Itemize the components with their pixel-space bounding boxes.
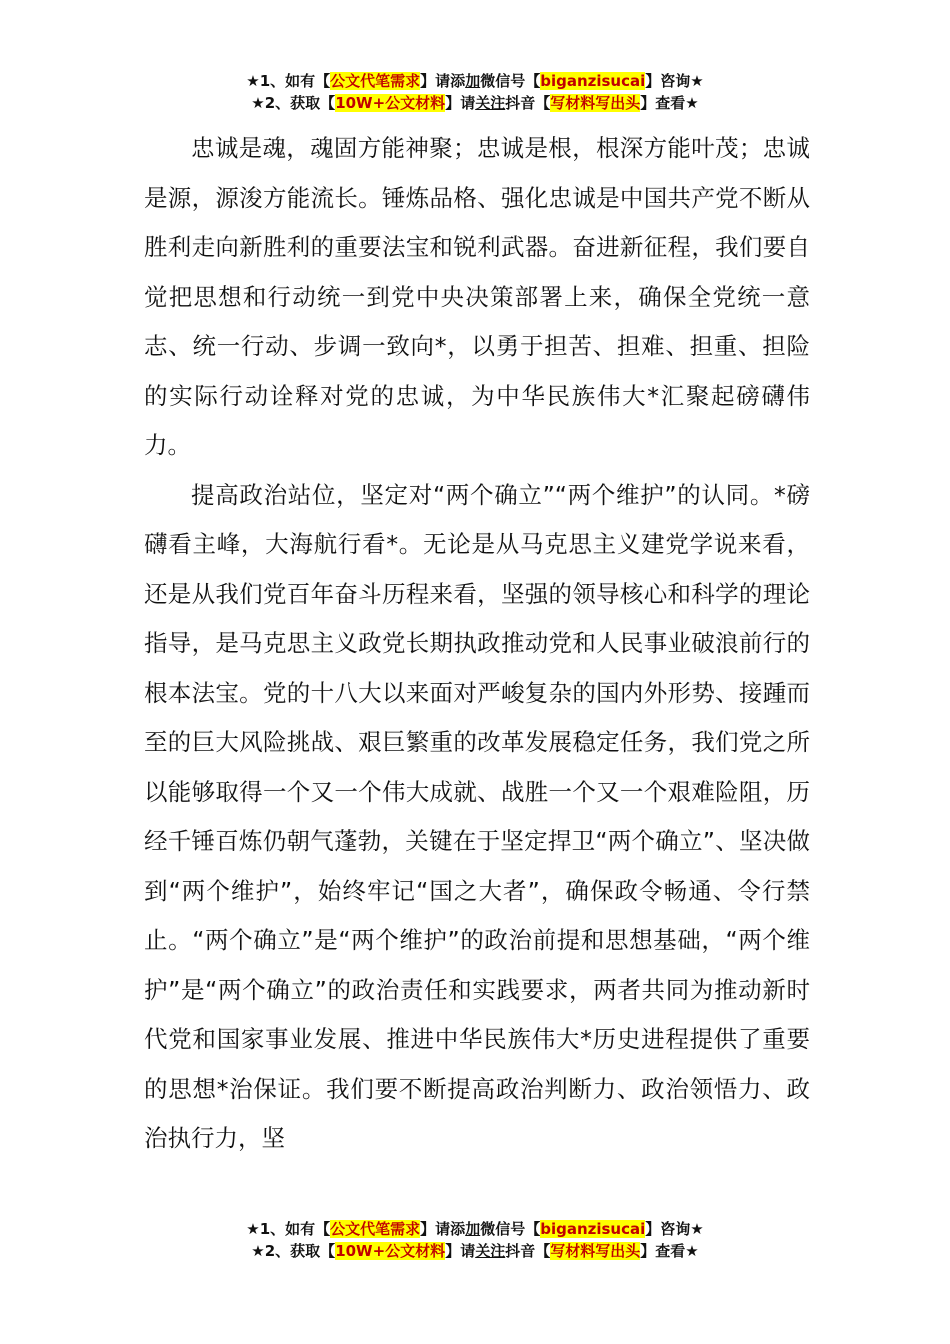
banner-text: 抖音【 [505, 1242, 551, 1260]
paragraph: 忠诚是魂，魂固方能神聚；忠诚是根，根深方能叶茂；忠诚是源，源浚方能流长。锤炼品格、强化忠诚是中国共产党不断从胜利走向新胜利的重要法宝和锐利武器。奋进新征程，我们要自觉把思想和行动统一到党中央决策部署上来，确保全党统一意志、统一行动、步调一致向*，以勇于担苦、担难、担重、担险的实际行动诠释对党的忠诚，为中华民族伟大*汇聚起磅礴伟力。 [144, 134, 810, 459]
banner-text: ★1、如有【 [246, 1220, 331, 1238]
footer-banner [0, 1218, 950, 1262]
banner-text: ★1、如有【 [246, 72, 331, 90]
banner-highlight-wechat-id: biganzisucai [540, 1220, 646, 1238]
banner-text: 】咨询★ [645, 72, 704, 90]
document-body [144, 124, 810, 1164]
banner-highlight-douyin: 写材料写出头 [550, 1242, 641, 1260]
banner-text: 微信号【 [480, 72, 541, 90]
banner-line-2 [0, 92, 950, 114]
banner-highlight-wechat-id: biganzisucai [540, 72, 646, 90]
banner-text: 】请添 [420, 1220, 466, 1238]
banner-text: 抖音【 [505, 94, 551, 112]
banner-text: 】查看★ [640, 94, 699, 112]
banner-underline: 加 [465, 72, 481, 90]
banner-text: 】咨询★ [645, 1220, 704, 1238]
banner-text: 】请 [445, 1242, 476, 1260]
banner-highlight: 公文代笔需求 [330, 72, 421, 90]
banner-line-1 [0, 1218, 950, 1240]
banner-text: 】请 [445, 94, 476, 112]
banner-text: ★2、获取【 [251, 94, 336, 112]
banner-text: 】查看★ [640, 1242, 699, 1260]
banner-highlight: 公文代笔需求 [330, 1220, 421, 1238]
header-banner [0, 70, 950, 114]
banner-text: 】请添 [420, 72, 466, 90]
banner-highlight-douyin: 写材料写出头 [550, 94, 641, 112]
banner-underline: 关注 [475, 1242, 506, 1260]
banner-highlight: 10W+公文材料 [335, 94, 446, 112]
banner-text: ★2、获取【 [251, 1242, 336, 1260]
banner-line-2 [0, 1240, 950, 1262]
banner-underline: 关注 [475, 94, 506, 112]
banner-line-1 [0, 70, 950, 92]
banner-highlight: 10W+公文材料 [335, 1242, 446, 1260]
paragraph: 提高政治站位，坚定对“两个确立”“两个维护”的认同。*磅礴看主峰，大海航行看*。无论是从马克思主义建党学说来看，还是从我们党百年奋斗历程来看，坚强的领导核心和科学的理论指导，是马克思主义政党长期执政推动党和人民事业破浪前行的根本法宝。党的十八大以来面对严峻复杂的国内外形势、接踵而至的巨大风险挑战、艰巨繁重的改革发展稳定任务，我们党之所以能够取得一个又一个伟大成就、战胜一个又一个艰难险阻，历经千锤百炼仍朝气蓬勃，关键在于坚定捍卫“两个确立”、坚决做到“两个维护”，始终牢记“国之大者”，确保政令畅通、令行禁止。“两个确立”是“两个维护”的政治前提和思想基础，“两个维护”是“两个确立”的政治责任和实践要求，两者共同为推动新时代党和国家事业发展、推进中华民族伟大*历史进程提供了重要的思想*治保证。我们要不断提高政治判断力、政治领悟力、政治执行力，坚 [144, 480, 810, 1152]
banner-underline: 加 [465, 1220, 481, 1238]
banner-text: 微信号【 [480, 1220, 541, 1238]
